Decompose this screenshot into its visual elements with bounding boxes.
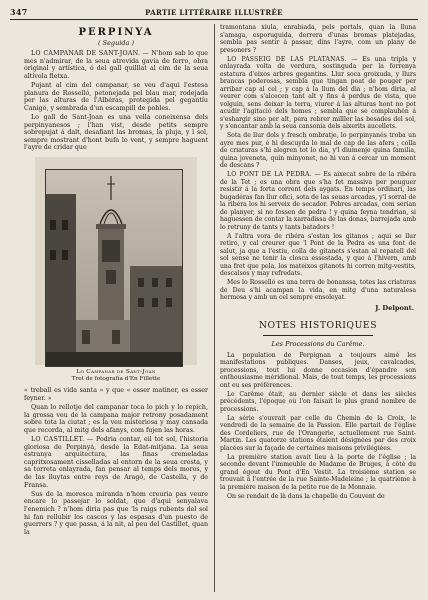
paragraph: La première station avait lieu à la porte de l'église ; la seconde devant l'immeuble de Madame de Bruges, à côté du grand égout du Pont d'En Vestit. La troisième station se trouvait à l'entrée de la rue Sainte-Madeleine ; la quatrième à la première maison de la petite rue de la Monnaie.: [220, 453, 416, 491]
paragraph-campanar: [24, 50, 208, 80]
notes-title: NOTES HISTORIQUES: [258, 319, 378, 331]
caption-credit: Tret de fotografía d'En Fillette: [71, 376, 161, 383]
paragraph-heading: LO PASSEIG DE LAS PLATANAS.: [227, 55, 347, 63]
photo-caption: [24, 369, 208, 383]
paragraph-platanas: [220, 56, 416, 131]
paragraph: Quan lo rellotje del campanar toca lo pich y lo repich, la grossa veu de la campana major retrony posadament sobre tota la ciutat ; es la veu misteriosa y may cansada que recorda, al mitg dels afanys, com fujen las horas.: [24, 404, 208, 434]
paragraph: Pujant al cim del campanar, se veu d'aqui l'estesa planura de Rosselló, petonejada pel blau mar, rodejada per las alturas de l'Albéras, protegida pel gegantíu Canigó, y sembrada d'un escampill de pobles.: [24, 81, 208, 112]
notes-subtitle: Les Processions du Carême.: [271, 339, 365, 348]
paragraph-text: — Podria contar, eil tot sol, l'historia gloriosa de Perpinyá, desde la Edat-mitjana. La seua estranya arquitectura, las finas cremeladas capritxosament cisselladas al entorn de la seua cresta, y sa torreta enlayrada, fan pensar al temps dels moros, y de las lluytas entre reys de Aragó, de Castella, y de Fransa.: [24, 436, 208, 489]
notes-rule: [263, 335, 373, 336]
left-column: [24, 24, 208, 538]
paragraph: Sota de llur dols y fresch ombratje, lo perpinyanés troba un ayre mes pur, é hi descuyda lo mal de cap de las afers ; colla de criaturas s'hi alegren tot lo dia, y'l diumenje quina familia, quina joveneta, quin minyonet, no hi van á cercar un moment de descans ?: [220, 132, 416, 170]
column-divider: [214, 24, 215, 592]
paragraph: Lo gall de Sant-Joan es una vella coneixensa dels perpinyanesos ; l'han vist, desde petits sempre sobrepujat á dalt, desafiant las bromas, la pluja, y l sol, sempre mostrant d'hont bufa lo vent, y sempre haguent l'ayre de cridar que: [24, 113, 208, 152]
article-title: PERPINYA: [78, 27, 154, 38]
paragraph: « treball es vida santa » y que « esser matiner, es esser feyner. »: [24, 387, 208, 402]
author-signature: J. Delpont.: [375, 303, 414, 312]
page-number: 347: [10, 7, 28, 17]
running-title: PARTIE LITTÉRAIRE ILLUSTRÉE: [145, 8, 283, 17]
caption-title: Lo Campanar de Sant-Joan: [76, 368, 156, 375]
paragraph: Le Carême était, au dernier siècle et dans les siècles précédents, l'époque où l'on faisait le plus grand nombre de processions.: [220, 390, 416, 413]
paragraph-heading: LO CASTILLET.: [31, 436, 85, 444]
paragraph: tramontana xiula, enrabiada, pels portals, quan la lluna s'amaga, esporuguida, derrera d'unas bromas platejadas, sembla pas sentir á passar, dins l'ayre, com un plany de presoners ?: [220, 24, 416, 54]
article-subtitle: ( Seguida ): [98, 39, 134, 47]
paragraph-text: — N'hom sab lo que mes n'admirar, de la seua atrevida gavia de ferro, obra original y artística, ó del gall quilllat al cim de la seua altívola fletxa.: [24, 50, 208, 80]
page-header: [10, 7, 418, 19]
photo-figure: [35, 157, 197, 365]
paragraph: On se rendait de là dans la chapelle du Couvent de: [227, 492, 385, 500]
paragraph: La population de Perpignan a toujours aimé les manifestations publiques. Danses, jeux, cavalcades, processions, tout lui donne occasion d'épandre son enthousiasme méridional. Mais, de tout temps, les processions ont eu ses préférences.: [220, 351, 416, 389]
paragraph: Mes lo Rosselló es una terra de bonanssa, totes las criaturas de Deu s'hi acampan la vida, en mitg d'una naturalesa hermosa y amb un cel sempre ensoleyat.: [220, 279, 416, 302]
paragraph-castillet: [24, 436, 208, 489]
paragraph-heading: LO PONT DE LA PEDRA.: [227, 171, 312, 179]
paragraph-pont: [220, 171, 416, 231]
header-rule: [10, 19, 418, 20]
paragraph: La série s'ouvrait par celle du Chemin de la Croix, le vendredi de la semaine de la Passion. Elle partait de l'église des Cordeliers, rue de l'Orangerie, actuellement rue Saint-Martin. Les quatorze stations étaient désignées par des croix placées sur la façade de certaines maisons privilégiées.: [220, 414, 416, 452]
right-column: [220, 24, 416, 502]
paragraph-text: — Es una tripla y enlayrada volta de verdura, sostinguda per la ferrenya estatura d'eixos arbres gegantins. Llur soca groixuda, y llurs brancas poderosas, sembla que tingan poat de pouger per arribar cap al cel ; y cap á la llum del dia ; n'hom diria, al veurer com s'alcecen tant alt y fins á perdus de vista, que volguin, sens deixar la terra, viurer á las alturas hont no pot acudir l'agitació dels homes ; sembla que se complauhén á s'eshargir sino per alt, pera rebrer milller las besades del sol, y s'encantar amb la seua cansonia dels aixerits aucellets.: [220, 55, 417, 131]
bell-tower-photo: [45, 169, 183, 367]
paragraph: Sus de la moresca miranda n'hom creuria pas veure encare lo passejar lo soldat, que d'aqui senyalava l'enemich ? n'hom diria pas que 'ls raigs rubents del sol hi fan rellubir los cascos y las espasas d'un puesto de guerrers ? y que passa, á la nit, al peu del Castillet, quan la: [24, 490, 208, 536]
paragraph: A l'altra vora de ribéra s'estan los gitanos ; aqui se llur retiro, y cal creurer que 'l Pont de la Pedra es una font de salut, ja que a l'estiu, colla de gitanets s'estan al repatell del sol sense ne tenir la closca essestada, y que á l'hivern, amb una fret que pela, los mateixos gitanots hi corren mitg-vestits, descalsos y may refredats.: [220, 232, 416, 278]
paragraph-text: — Es aixecat sobre de la ribéra de la Tet ; es una obra que s'ha fet massiva per pouguer resistir á la forta corrent dels aygats. En temps ordinari, las bugadéras fan llur ofici, sota de las seuas arcadas, y'l sorral de la ribéra los hi serveix de secador. Pobres arcadas, com serian de planyer, si no fossen de pedra ! y quina feyna tendrian, si haguessen de contar la xarradissa de las donas, barrejada amb lo retruny de tants y tants batadors !: [220, 171, 417, 231]
paragraph-heading: LO CAMPANAR DE SANT-JOAN.: [31, 50, 141, 57]
